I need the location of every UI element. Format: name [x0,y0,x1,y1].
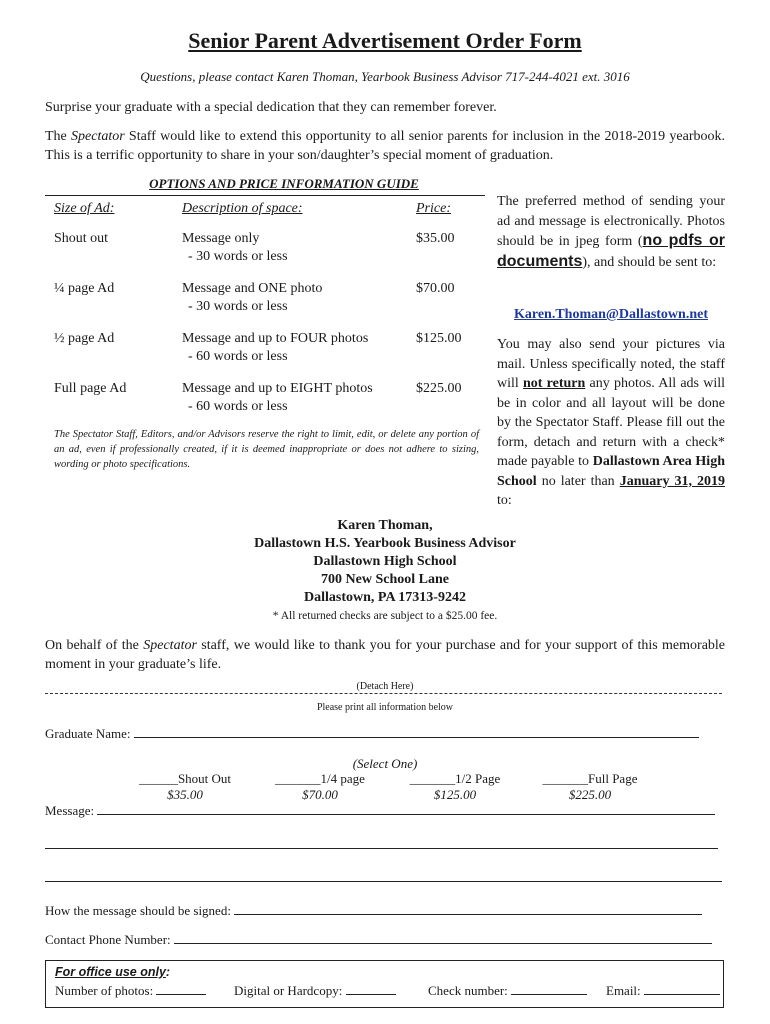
size-header: Size of Ad: [54,201,115,216]
table-row [54,330,479,380]
ad-price: $70.00 [416,281,455,296]
mailing-address [0,517,770,607]
deadline-date: January 31, 2019 [619,473,725,489]
table-row [54,280,479,330]
email-link[interactable]: Karen.Thoman@Dallastown.net [513,307,708,322]
ad-size: ½ page Ad [54,331,115,346]
intro-text: Surprise your graduate with a special dedication that they can remember forever. [45,100,497,115]
message-line[interactable] [97,814,715,815]
print-note: Please print all information below [316,702,454,713]
price-table-header [54,201,479,230]
option-full-page[interactable]: _______Full Page $225.00 [542,771,638,802]
spectator-italic: Spectator [143,638,197,653]
phone-line[interactable] [174,943,712,944]
office-email-field[interactable]: Email: [606,983,720,999]
mail-instructions: You may also send your pictures via mail. Unless specifically noted, the staff will not return any photos. All ads will be in color and all layout will be done by the Spectator Staff. Please fill out the form, detach and return with a check* made payable to Dallastown Area High School no later than January 31, 2019 to: [497,337,725,508]
address-line: Dallastown High School [313,554,457,569]
signature-line[interactable] [234,914,702,915]
ad-size: Shout out [54,231,109,246]
graduate-name-field[interactable]: Graduate Name: [45,726,699,742]
description-header: Description of space: [182,201,303,216]
ad-size: ¼ page Ad [54,281,115,296]
no-pdfs-emphasis: no pdfs or documents [497,232,726,270]
address-line: Dallastown H.S. Yearbook Business Advisor [254,536,516,551]
address-line: Dallastown, PA 17313-9242 [304,590,466,605]
phone-field[interactable]: Contact Phone Number: [45,932,712,948]
digital-hardcopy-field[interactable]: Digital or Hardcopy: [234,983,396,999]
graduate-name-line[interactable] [134,737,699,738]
check-number-field[interactable]: Check number: [428,983,587,999]
thanks-paragraph: On behalf of the Spectator staff, we would like to thank you for your purchase and for your support of this memorable moment in your graduate’s life. [45,638,726,672]
ad-price: $225.00 [416,381,462,396]
address-line: 700 New School Lane [321,572,449,587]
spectator-italic: Spectator [71,129,125,144]
not-return-emphasis: not return [523,376,586,391]
office-use-heading: For office use only: [55,965,171,979]
sending-instructions: The preferred method of sending your ad and message is electronically. Photos should be in jpeg form (no pdfs or documents), and should be sent to: [497,194,726,270]
table-row [54,230,479,280]
para1-pre: The [45,129,72,144]
message-line-2[interactable] [45,848,718,849]
opportunity-paragraph [45,127,725,165]
option-half-page[interactable]: _______1/2 Page $125.00 [409,771,501,802]
contact-line: Questions, please contact Karen Thoman, Yearbook Business Advisor 717-244-4021 ext. 3016 [140,69,630,84]
select-one-label: (Select One) [352,756,418,771]
fee-note: * All returned checks are subject to a $25.00 fee. [272,610,498,622]
photos-count-field[interactable]: Number of photos: [55,983,206,999]
form-title: Senior Parent Advertisement Order Form [188,28,582,53]
ad-description: Message and up to FOUR photos - 60 words or less [182,331,369,364]
price-guide-heading: OPTIONS AND PRICE INFORMATION GUIDE [149,176,419,191]
detach-label: (Detach Here) [356,681,414,692]
price-header: Price: [416,201,451,216]
ad-description: Message and ONE photo - 30 words or less [182,281,323,314]
disclaimer: The Spectator Staff, Editors, and/or Advisors reserve the right to limit, edit, or delete any portion of an ad, even if professionally created, if it is deemed inappropriate or does not adhere to sizing, wording or photo specifications. [54,429,479,470]
price-guide [45,195,485,471]
ad-price: $125.00 [416,331,462,346]
ad-price: $35.00 [416,231,455,246]
para1-post: Staff would like to extend this opportunity to all senior parents for inclusion in the 2018-2019 yearbook. This is a terrific opportunity to share in your son/daughter’s special moment of graduation. [45,129,725,163]
detach-line [45,693,722,694]
address-line: Karen Thoman, [337,518,433,533]
school-name: Dallastown Area High School [497,454,725,489]
ad-size: Full page Ad [54,381,127,396]
ad-description: Message only - 30 words or less [182,231,288,264]
office-use-box [45,960,724,1008]
message-line-3[interactable] [45,881,722,882]
price-table [54,201,479,430]
option-shout-out[interactable]: ______Shout Out $35.00 [138,771,232,802]
table-row [54,380,479,430]
option-quarter-page[interactable]: _______1/4 page $70.00 [275,771,365,802]
ad-description: Message and up to EIGHT photos - 60 words or less [182,381,373,414]
message-field[interactable]: Message: [45,803,715,819]
signature-field[interactable]: How the message should be signed: [45,903,702,919]
